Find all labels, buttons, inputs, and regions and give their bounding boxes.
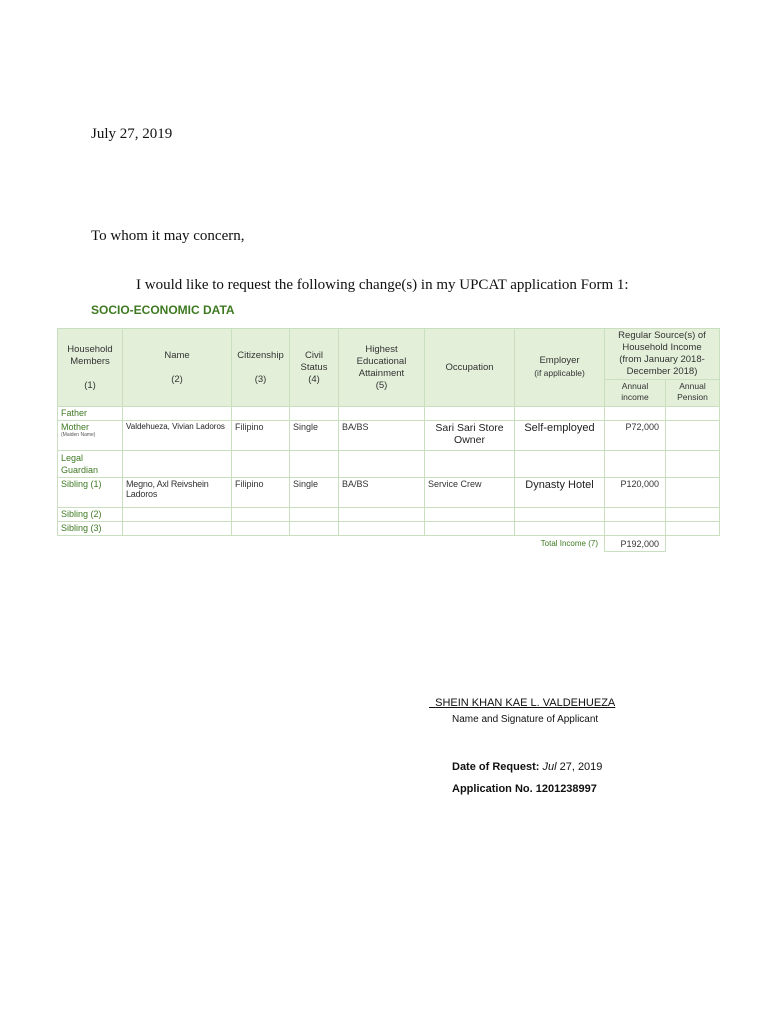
header-employer: Employer (if applicable)	[515, 329, 605, 407]
member-sibling-1: Sibling (1)	[58, 478, 123, 508]
name-cell	[123, 407, 232, 421]
header-members: Household Members (1)	[58, 329, 123, 407]
application-number: Application No. 1201238997	[452, 783, 597, 795]
pension-cell	[666, 508, 720, 522]
name-cell	[123, 451, 232, 478]
citizenship-cell: Filipino	[232, 421, 290, 451]
header-citizenship: Citizenship (3)	[232, 329, 290, 407]
table-row	[58, 508, 720, 522]
income-cell	[605, 451, 666, 478]
income-cell	[605, 522, 666, 536]
member-father: Father	[58, 407, 123, 421]
header-civil-status: Civil Status (4)	[290, 329, 339, 407]
header-income-source: Regular Source(s) of Household Income (from January 2018-December 2018)	[605, 329, 720, 380]
income-cell	[605, 407, 666, 421]
header-occupation: Occupation	[425, 329, 515, 407]
citizenship-cell: Filipino	[232, 478, 290, 508]
total-spacer	[666, 536, 720, 552]
education-cell	[339, 407, 425, 421]
education-cell	[339, 508, 425, 522]
name-cell: Valdehueza, Vivian Ladoros	[123, 421, 232, 451]
employer-cell	[515, 508, 605, 522]
pension-cell	[666, 407, 720, 421]
education-cell: BA/BS	[339, 421, 425, 451]
header-education: Highest Educational Attainment (5)	[339, 329, 425, 407]
name-cell: Megno, Axl Reivshein Ladoros	[123, 478, 232, 508]
table-row	[58, 451, 720, 478]
civil-status-cell	[290, 522, 339, 536]
total-row	[58, 536, 720, 552]
salutation: To whom it may concern,	[91, 228, 245, 244]
section-title: SOCIO-ECONOMIC DATA	[91, 303, 235, 317]
employer-cell	[515, 451, 605, 478]
socio-economic-table	[57, 328, 720, 552]
pension-cell	[666, 522, 720, 536]
header-annual-pension: Annual Pension	[666, 380, 720, 407]
employer-cell: Dynasty Hotel	[515, 478, 605, 508]
occupation-cell	[425, 522, 515, 536]
income-cell: P72,000	[605, 421, 666, 451]
citizenship-cell	[232, 407, 290, 421]
occupation-cell: Sari Sari Store Owner	[425, 421, 515, 451]
pension-cell	[666, 478, 720, 508]
occupation-cell	[425, 407, 515, 421]
income-cell	[605, 508, 666, 522]
occupation-cell	[425, 508, 515, 522]
name-cell	[123, 522, 232, 536]
employer-cell: Self-employed	[515, 421, 605, 451]
employer-cell	[515, 522, 605, 536]
member-mother: Mother (Maiden Name)	[58, 421, 123, 451]
date-of-request: Date of Request: Jul 27, 2019	[452, 761, 603, 773]
table-row	[58, 522, 720, 536]
citizenship-cell	[232, 508, 290, 522]
income-cell: P120,000	[605, 478, 666, 508]
occupation-cell: Service Crew	[425, 478, 515, 508]
applicant-name: SHEIN KHAN KAE L. VALDEHUEZA	[435, 697, 616, 709]
pension-cell	[666, 451, 720, 478]
civil-status-cell: Single	[290, 421, 339, 451]
table-row	[58, 421, 720, 451]
table-row	[58, 407, 720, 421]
name-cell	[123, 508, 232, 522]
civil-status-cell	[290, 451, 339, 478]
total-income-value: P192,000	[605, 536, 666, 552]
signature-caption: Name and Signature of Applicant	[452, 714, 599, 725]
total-income-label: Total Income (7)	[540, 539, 598, 549]
civil-status-cell	[290, 508, 339, 522]
letter-date: July 27, 2019	[91, 126, 173, 142]
table-row	[58, 478, 720, 508]
member-sibling-3: Sibling (3)	[58, 522, 123, 536]
header-annual-income: Annual income	[605, 380, 666, 407]
citizenship-cell	[232, 522, 290, 536]
civil-status-cell	[290, 407, 339, 421]
member-legal-guardian: Legal Guardian	[58, 451, 123, 478]
civil-status-cell: Single	[290, 478, 339, 508]
member-sibling-2: Sibling (2)	[58, 508, 123, 522]
education-cell	[339, 451, 425, 478]
header-name: Name (2)	[123, 329, 232, 407]
education-cell: BA/BS	[339, 478, 425, 508]
education-cell	[339, 522, 425, 536]
table-header-row	[58, 329, 720, 380]
request-sentence: I would like to request the following change(s) in my UPCAT application Form 1:	[136, 277, 629, 293]
occupation-cell	[425, 451, 515, 478]
citizenship-cell	[232, 451, 290, 478]
pension-cell	[666, 421, 720, 451]
employer-cell	[515, 407, 605, 421]
